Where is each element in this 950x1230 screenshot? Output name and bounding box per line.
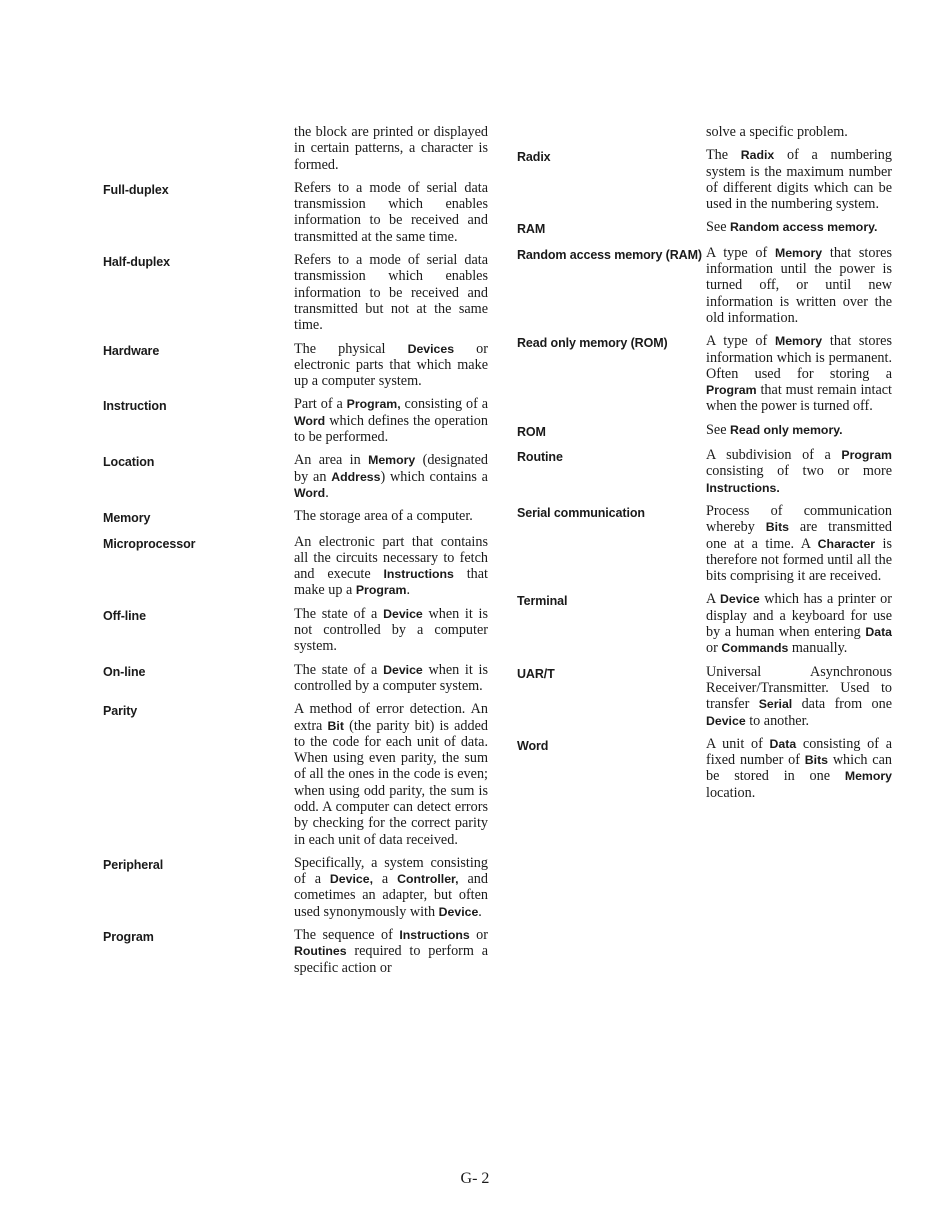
cross-reference-term: Device [383,662,423,677]
glossary-definition: Process of communication whereby Bits are transmitted one at a time. A Character is therefore not formed until all the bits comprising it are received. [706,502,892,585]
glossary-definition: The physical Devices or electronic parts that which make up a computer system. [294,340,488,390]
cross-reference-term: Address [331,469,381,484]
cross-reference-term: Device, [329,872,373,887]
glossary-term: Location [103,455,155,470]
glossary-entry [103,452,488,501]
glossary-entry [103,662,488,695]
glossary-definition: The state of a Device when it is not controlled by a computer system. [294,605,489,655]
cross-reference-term: Radix [740,148,775,163]
glossary-definition: A subdivision of a Program consisting of two or more Instructions. [706,447,892,495]
glossary-entry [103,927,488,976]
glossary-term: Half-duplex [103,255,170,270]
glossary-entry [517,219,892,237]
glossary-term: UAR/T [517,666,555,681]
glossary-definition: A unit of Data consisting of a fixed number of Bits which can be stored in one Memory location. [706,735,892,801]
page-number: G- 2 [460,1170,490,1187]
glossary-entry [103,396,488,445]
glossary-entry [103,341,488,390]
glossary-term: RAM [517,222,546,237]
glossary-definition: Part of a Program, consisting of a Word which defines the operation to be performed. [294,396,488,446]
glossary-definition: Refers to a mode of serial data transmission which enables information to be received and transmitted at the same time. [294,179,488,245]
glossary-definition: the block are printed or displayed in certain patterns, a character is formed. [294,124,488,173]
glossary-entry [517,447,892,496]
glossary-definition: A method of error detection. An extra Bit (the parity bit) is added to the code for each unit of data. When using even parity, the sum of all the ones in the code is even; when using odd parity, the sum is odd. A computer can detect errors by checking for the correct parity in each unit of data received. [294,701,488,848]
glossary-definition: A type of Memory that stores information which is permanent. Often used for storing a Program that must remain intact when the power is turned off. [706,333,892,415]
cross-reference-term: Word [294,413,326,428]
glossary-entry [517,147,892,212]
cross-reference-term: Data [769,736,797,751]
glossary-term: ROM [517,424,546,439]
cross-reference-term: Commands [721,641,789,656]
glossary-term: Instruction [103,399,167,414]
glossary-term: Serial communication [517,505,645,520]
glossary-definition: Refers to a mode of serial data transmission which enables information to be received and transmitted but not at the same time. [294,252,488,334]
glossary-entry [517,591,892,656]
glossary-term: Microprocessor [103,536,196,551]
glossary-entry [103,252,488,333]
glossary-entry [103,534,488,599]
glossary-definition: See Random access memory. [706,219,878,236]
glossary-entry [517,503,892,584]
cross-reference-term: Program [841,448,892,463]
cross-reference-term: Instructions [383,567,454,582]
glossary-definition: A Device which has a printer or display and a keyboard for use by a human when entering Data or Commands manually. [706,591,892,657]
cross-reference-term: Memory [774,245,823,260]
cross-reference-term: Serial [758,697,793,712]
glossary-term: Full-duplex [103,182,169,197]
glossary-definition: An electronic part that contains all the circuits necessary to fetch and execute Instructions that make up a Program. [294,533,488,599]
cross-reference-term: Bits [765,520,789,535]
cross-reference-term: Data [865,625,892,640]
glossary-entry [517,736,892,801]
cross-reference-term: Program [706,383,757,398]
cross-reference-term: Bit [327,718,344,733]
glossary-entry [517,124,892,140]
glossary-definition: solve a specific problem. [706,124,848,140]
glossary-term: Random access memory (RAM) [517,247,702,262]
cross-reference-term: Devices [407,341,455,356]
glossary-definition: Specifically, a system consisting of a Device, a Controller, and cometimes an adapter, but often used synonymously with Device. [294,854,488,920]
glossary-term: Routine [517,450,563,465]
cross-reference-term: Device [720,592,760,607]
cross-reference-term: Memory [844,769,892,784]
glossary-term: Terminal [517,594,568,609]
glossary-definition: The state of a Device when it is controlled by a computer system. [294,661,489,694]
cross-reference-term: Routines [294,944,347,959]
glossary-term: Peripheral [103,857,164,872]
cross-reference-term: Memory [774,334,823,349]
glossary-entry [103,701,488,848]
cross-reference-term: Memory [368,453,416,468]
cross-reference-term: Program [355,583,407,598]
glossary-term: Program [103,930,154,945]
cross-reference-term: Instructions. [706,480,780,495]
glossary-entry [103,180,488,245]
glossary-term: Radix [517,150,551,165]
glossary-term [103,124,294,173]
cross-reference-term: Controller, [397,872,459,887]
glossary-entry [103,606,488,655]
glossary-definition: See Read only memory. [706,421,843,438]
glossary-right-column [517,124,892,808]
glossary-entry [517,664,892,729]
cross-reference-term: Bits [804,753,828,768]
glossary-entry [103,508,488,526]
glossary-entry [517,422,892,440]
cross-reference-term: Device [383,606,423,621]
glossary-entry [103,855,488,920]
glossary-term: Off-line [103,608,146,623]
cross-reference-term: Program, [346,397,401,412]
glossary-term: Read only memory (ROM) [517,336,668,351]
glossary-entry [103,124,488,173]
glossary-term: On-line [103,664,146,679]
glossary-definition: The storage area of a computer. [294,508,473,525]
glossary-definition: An area in Memory (designated by an Address) which contains a Word. [294,452,488,501]
glossary-term: Word [517,738,549,753]
cross-reference-term: Read only memory. [730,422,843,437]
glossary-term: Memory [103,511,151,526]
glossary-definition: A type of Memory that stores information until the power is turned off, or until new information is written over the old information. [706,244,892,326]
glossary-definition: The sequence of Instructions or Routines required to perform a specific action or [294,927,488,976]
cross-reference-term: Random access memory. [730,220,878,235]
glossary-term: Hardware [103,343,160,358]
cross-reference-term: Character [817,536,876,551]
cross-reference-term: Device [438,904,479,919]
cross-reference-term: Word [294,485,326,500]
cross-reference-term: Device [706,713,746,728]
glossary-definition: The Radix of a numbering system is the maximum number of different digits which can be used in the numbering system. [706,147,892,213]
glossary-left-column [103,124,488,983]
glossary-term [517,124,706,140]
glossary-entry [517,333,892,414]
glossary-entry [517,245,892,326]
cross-reference-term: Instructions [399,928,470,943]
glossary-term: Parity [103,704,138,719]
glossary-definition: Universal Asynchronous Receiver/Transmitter. Used to transfer Serial data from one Device to another. [706,663,892,729]
